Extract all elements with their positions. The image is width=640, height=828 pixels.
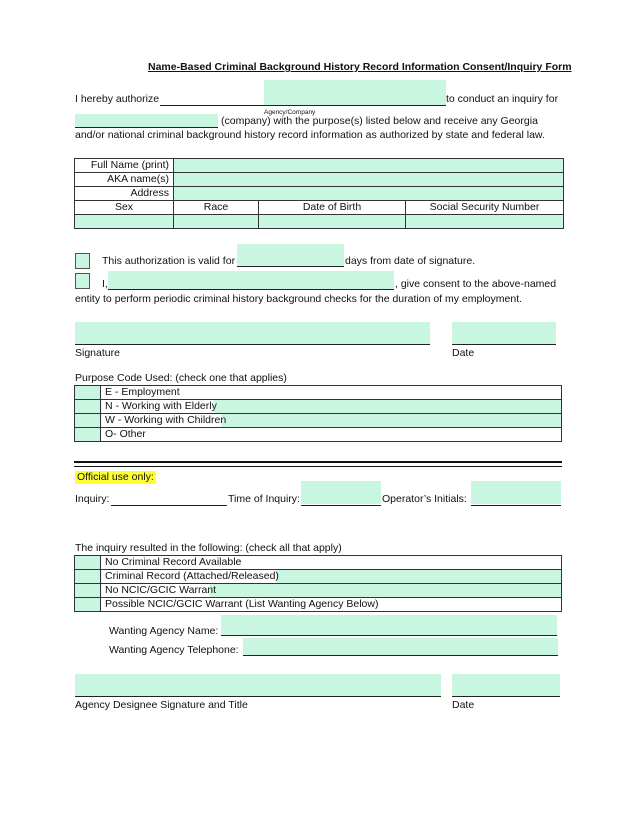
inquiry-field[interactable] bbox=[112, 490, 227, 504]
purpose-heading: Purpose Code Used: (check one that applies) bbox=[75, 372, 287, 384]
result-option: No Criminal Record Available bbox=[101, 556, 562, 570]
wanting-agency-phone-underline bbox=[243, 655, 558, 656]
consent-underline bbox=[108, 289, 394, 290]
purpose-table bbox=[74, 385, 562, 442]
official-heading: Official use only: bbox=[77, 471, 154, 483]
signature-date-underline bbox=[452, 344, 556, 345]
result-checkbox[interactable] bbox=[75, 570, 101, 584]
signature-date-field[interactable] bbox=[452, 322, 556, 344]
page-title: Name-Based Criminal Background History Record Information Consent/Inquiry Form bbox=[148, 61, 572, 73]
aka-label: AKA name(s) bbox=[75, 173, 174, 187]
divider-thick bbox=[74, 461, 562, 463]
person-info-table bbox=[74, 158, 564, 229]
result-row[interactable] bbox=[75, 570, 562, 584]
designee-date-underline bbox=[452, 696, 560, 697]
results-heading: The inquiry resulted in the following: (check all that apply) bbox=[75, 542, 342, 554]
race-input[interactable] bbox=[174, 215, 259, 229]
validity-checkbox[interactable] bbox=[75, 253, 90, 269]
consent-suffix: , give consent to the above-named bbox=[395, 278, 557, 290]
agency-caption: Agency/Company bbox=[264, 109, 316, 116]
address-label: Address bbox=[75, 187, 174, 201]
result-option: Criminal Record (Attached/Released) bbox=[101, 570, 562, 584]
inquiry-label: Inquiry: bbox=[75, 493, 110, 505]
authorize-suffix: to conduct an inquiry for bbox=[446, 93, 559, 105]
results-table bbox=[74, 555, 562, 612]
validity-underline bbox=[237, 266, 344, 267]
full-name-label: Full Name (print) bbox=[75, 159, 174, 173]
designee-date-label: Date bbox=[452, 699, 475, 711]
purpose-option: E - Employment bbox=[101, 386, 562, 400]
col-sex: Sex bbox=[75, 201, 174, 215]
sex-input[interactable] bbox=[75, 215, 174, 229]
operator-field[interactable] bbox=[471, 481, 561, 504]
col-ssn: Social Security Number bbox=[406, 201, 564, 215]
time-underline bbox=[301, 505, 381, 506]
signature-field[interactable] bbox=[75, 322, 430, 344]
wanting-agency-name-field[interactable] bbox=[221, 615, 557, 635]
company-underline bbox=[75, 127, 218, 128]
purpose-option: W - Working with Children bbox=[101, 414, 562, 428]
validity-suffix: days from date of signature. bbox=[345, 255, 476, 267]
validity-days-field[interactable] bbox=[237, 244, 344, 266]
signature-underline bbox=[75, 344, 430, 345]
validity-prefix: This authorization is valid for bbox=[102, 255, 236, 267]
wanting-agency-phone-field[interactable] bbox=[243, 638, 558, 655]
wanting-agency-phone-label: Wanting Agency Telephone: bbox=[109, 644, 239, 656]
col-dob: Date of Birth bbox=[259, 201, 406, 215]
wanting-agency-name-label: Wanting Agency Name: bbox=[109, 625, 219, 637]
result-row[interactable] bbox=[75, 584, 562, 598]
consent-prefix: I, bbox=[102, 278, 108, 290]
signature-date-label: Date bbox=[452, 347, 475, 359]
purpose-row[interactable] bbox=[75, 428, 562, 442]
result-option: Possible NCIC/GCIC Warrant (List Wanting Agency Below) bbox=[101, 598, 562, 612]
dob-input[interactable] bbox=[259, 215, 406, 229]
full-name-input[interactable] bbox=[174, 159, 564, 173]
purpose-checkbox[interactable] bbox=[75, 414, 101, 428]
col-race: Race bbox=[174, 201, 259, 215]
time-label: Time of Inquiry: bbox=[228, 493, 300, 505]
aka-input[interactable] bbox=[174, 173, 564, 187]
result-checkbox[interactable] bbox=[75, 598, 101, 612]
result-checkbox[interactable] bbox=[75, 556, 101, 570]
designee-signature-underline bbox=[75, 696, 441, 697]
purpose-checkbox[interactable] bbox=[75, 400, 101, 414]
purpose-option: O- Other bbox=[101, 428, 562, 442]
ssn-input[interactable] bbox=[406, 215, 564, 229]
purpose-option: N - Working with Elderly bbox=[101, 400, 562, 414]
consent-line2: entity to perform periodic criminal history background checks for the duration of my employment. bbox=[75, 293, 523, 305]
operator-underline bbox=[471, 505, 561, 506]
designee-signature-label: Agency Designee Signature and Title bbox=[75, 699, 248, 711]
consent-checkbox[interactable] bbox=[75, 273, 90, 289]
address-input[interactable] bbox=[174, 187, 564, 201]
result-row[interactable] bbox=[75, 556, 562, 570]
signature-label: Signature bbox=[75, 347, 120, 359]
agency-company-field[interactable] bbox=[264, 80, 446, 106]
purpose-checkbox[interactable] bbox=[75, 428, 101, 442]
operator-label: Operator’s Initials: bbox=[382, 493, 467, 505]
consent-name-field[interactable] bbox=[108, 271, 394, 290]
purpose-checkbox[interactable] bbox=[75, 386, 101, 400]
intro-line3: and/or national criminal background history record information as authorized by state and federal law. bbox=[75, 129, 545, 141]
purpose-row[interactable] bbox=[75, 386, 562, 400]
time-field[interactable] bbox=[301, 481, 381, 504]
company-text: (company) with the purpose(s) listed below and receive any Georgia bbox=[221, 115, 538, 127]
wanting-agency-name-underline bbox=[221, 635, 557, 636]
result-option: No NCIC/GCIC Warrant bbox=[101, 584, 562, 598]
result-checkbox[interactable] bbox=[75, 584, 101, 598]
result-row[interactable] bbox=[75, 598, 562, 612]
divider-thin bbox=[74, 466, 562, 467]
inquiry-underline bbox=[111, 505, 227, 506]
company-field[interactable] bbox=[75, 114, 218, 128]
purpose-row[interactable] bbox=[75, 414, 562, 428]
designee-signature-field[interactable] bbox=[75, 674, 441, 696]
purpose-row[interactable] bbox=[75, 400, 562, 414]
authorize-prefix: I hereby authorize bbox=[75, 93, 160, 105]
designee-date-field[interactable] bbox=[452, 674, 560, 696]
